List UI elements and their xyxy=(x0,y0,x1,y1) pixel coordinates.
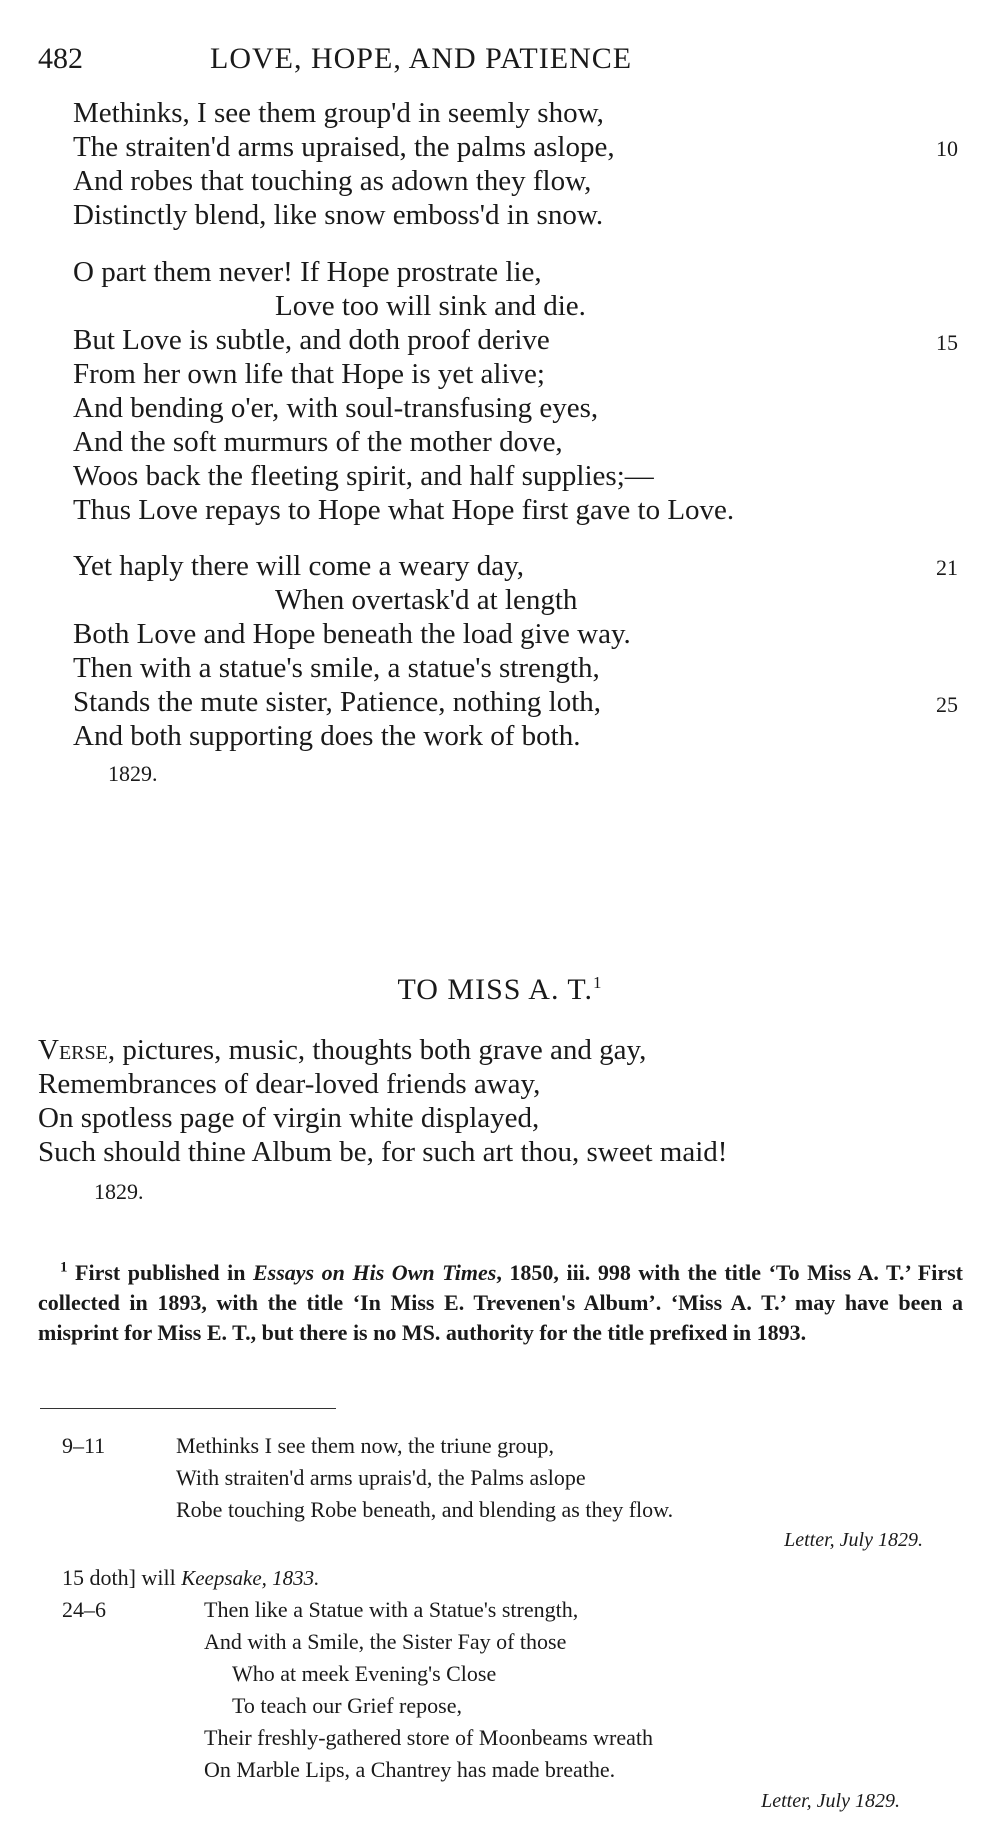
poem-line: Methinks, I see them group'd in seemly show, xyxy=(73,97,604,129)
poem-line: And bending o'er, with soul-transfusing eyes, xyxy=(73,392,599,424)
poem-line: The straiten'd arms upraised, the palms aslope, xyxy=(73,131,615,163)
footnote-marker: 1 xyxy=(60,1259,68,1276)
footnote-rule xyxy=(40,1408,336,1409)
apparatus-line: Their freshly-gathered store of Moonbeams wreath xyxy=(204,1725,654,1750)
poem-line: Stands the mute sister, Patience, nothing loth, xyxy=(73,686,602,718)
apparatus-text: will xyxy=(135,1565,182,1590)
poem-line: Woos back the fleeting spirit, and half supplies;— xyxy=(73,460,654,492)
apparatus-line: With straiten'd arms uprais'd, the Palms aslope xyxy=(176,1465,586,1490)
footnote xyxy=(38,1258,963,1348)
footnote-text: , 1850, iii. 998 with the title ‘To Miss A. T.’ First collected in 1893, with the title ‘In Miss E. Trevenen's Album’. ‘Miss A. T.’ may have been a misprint for Miss E. T., but there is no MS. authority for the title prefixed in 1893. xyxy=(38,1260,964,1345)
poem-line: Both Love and Hope beneath the load give way. xyxy=(73,618,631,650)
poem-line: And robes that touching as adown they flow, xyxy=(73,165,592,197)
poem-date: 1829. xyxy=(94,1179,144,1204)
poem-line: Thus Love repays to Hope what Hope first gave to Love. xyxy=(73,494,735,526)
poem-line-indented: Love too will sink and die. xyxy=(275,290,586,322)
poem-line: From her own life that Hope is yet alive; xyxy=(73,358,545,390)
apparatus-line: Methinks I see them now, the triune group, xyxy=(176,1433,554,1458)
apparatus-source: Keepsake, 1833. xyxy=(181,1566,320,1590)
apparatus-ref: 24–6 xyxy=(62,1597,106,1622)
apparatus-line: Robe touching Robe beneath, and blending as they flow. xyxy=(176,1497,674,1522)
poem-title-text: TO MISS A. T. xyxy=(397,973,594,1006)
line-number: 15 xyxy=(936,330,958,355)
poem-line: Distinctly blend, like snow emboss'd in snow. xyxy=(73,199,604,231)
apparatus-line: To teach our Grief repose, xyxy=(232,1693,462,1718)
footnote-work-title: Essays on His Own Times xyxy=(253,1260,497,1285)
poem-line-text: pictures, music, thoughts both grave and gay, xyxy=(115,1034,647,1066)
poem-line: O part them never! If Hope prostrate lie, xyxy=(73,256,542,288)
line-number: 25 xyxy=(936,692,958,717)
footnote-text: First published in xyxy=(67,1260,253,1285)
poem-line-indented: When overtask'd at length xyxy=(275,584,578,616)
poem-line xyxy=(38,1034,646,1066)
apparatus-line: And with a Smile, the Sister Fay of those xyxy=(204,1629,567,1654)
line-number: 10 xyxy=(936,136,958,161)
poem-line: And the soft murmurs of the mother dove, xyxy=(73,426,563,458)
poem-line: Yet haply there will come a weary day, xyxy=(73,550,524,582)
small-caps-word: Verse, xyxy=(38,1034,116,1066)
footnote-marker: 1 xyxy=(593,973,603,992)
apparatus-ref: 15 doth] xyxy=(62,1565,136,1590)
poem-date: 1829. xyxy=(108,761,158,786)
poem-line: On spotless page of virgin white displayed, xyxy=(38,1102,540,1134)
poem-line: But Love is subtle, and doth proof derive xyxy=(73,324,550,356)
apparatus-ref: 9–11 xyxy=(62,1433,106,1458)
apparatus-line: Then like a Statue with a Statue's strength, xyxy=(204,1597,579,1622)
apparatus-entry xyxy=(62,1562,319,1594)
poem-line: And both supporting does the work of both. xyxy=(73,720,581,752)
poem-line: Remembrances of dear-loved friends away, xyxy=(38,1068,541,1100)
poem-line: Such should thine Album be, for such art thou, sweet maid! xyxy=(38,1136,728,1168)
apparatus-source: Letter, July 1829. xyxy=(784,1529,923,1551)
poem-line: Then with a statue's smile, a statue's strength, xyxy=(73,652,600,684)
page-number: 482 xyxy=(38,42,83,75)
line-number: 21 xyxy=(936,555,958,580)
running-title: LOVE, HOPE, AND PATIENCE xyxy=(210,42,633,75)
apparatus-line: On Marble Lips, a Chantrey has made breathe. xyxy=(204,1757,616,1782)
apparatus-source: Letter, July 1829. xyxy=(761,1790,900,1812)
poem-title xyxy=(0,973,1000,1007)
apparatus-line: Who at meek Evening's Close xyxy=(232,1661,497,1686)
